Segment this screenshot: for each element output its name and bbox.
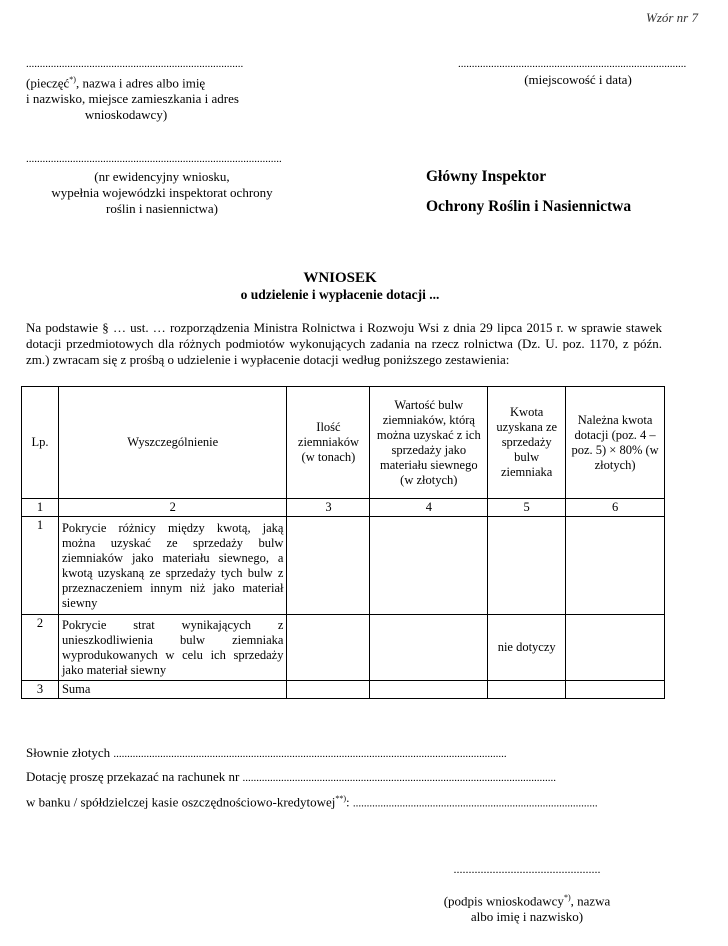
applicant-dotted-line: ...............................................................................	[26, 58, 244, 70]
amount-obtained-cell[interactable]	[488, 517, 566, 615]
recipient-line-2: Ochrony Roślin i Nasiennictwa	[426, 198, 632, 215]
applicant-label	[26, 72, 266, 123]
amount-in-words-line[interactable]	[26, 745, 656, 761]
subsidy-due-cell[interactable]	[566, 615, 665, 681]
quantity-cell[interactable]	[287, 681, 370, 699]
place-date-dotted-line: ...................................................................................	[458, 58, 687, 70]
subsidy-table	[21, 386, 665, 699]
footnote-mark: *)	[69, 75, 76, 84]
quantity-cell[interactable]	[287, 615, 370, 681]
row-description: Pokrycie strat wynikających z unieszkodliwienia bulw ziemniaka wyprodukowanych w celu ich sprzedaży jako materiał siewny	[58, 615, 287, 681]
account-number-dots: ..................................................................................................................	[242, 772, 557, 784]
bank-name-colon: :	[346, 794, 350, 810]
table-row	[22, 615, 665, 681]
seed-value-cell[interactable]	[370, 681, 488, 699]
row-description: Suma	[58, 681, 287, 699]
seed-value-cell[interactable]	[370, 615, 488, 681]
document-subtitle: o udzielenie i wypłacenie dotacji ...	[240, 287, 440, 302]
form-number: Wzór nr 7	[645, 10, 698, 25]
header-amount-obtained: Kwota uzyskana ze sprzedaży bulw ziemniaka	[488, 387, 566, 499]
account-number-line[interactable]	[26, 769, 656, 785]
account-number-label: Dotację proszę przekazać na rachunek nr	[26, 769, 240, 784]
document-title: WNIOSEK	[303, 270, 377, 286]
row-lp: 2	[22, 615, 59, 681]
recipient-line-1: Główny Inspektor	[426, 168, 547, 185]
subsidy-due-cell[interactable]	[566, 517, 665, 615]
amount-obtained-cell[interactable]	[488, 681, 566, 699]
signature-label-line2: albo imię i nazwisko)	[470, 909, 584, 925]
amount-in-words-dots: ...............................................................................................................................................	[113, 748, 507, 760]
table-number-row	[22, 499, 665, 517]
registry-label-line1: (nr ewidencyjny wniosku,	[94, 169, 230, 184]
applicant-label-line2: i nazwisko, miejsce zamieszkania i adres	[26, 91, 239, 107]
table-row	[22, 681, 665, 699]
seed-value-cell[interactable]	[370, 517, 488, 615]
column-number: 6	[566, 499, 665, 517]
bank-name-dots: .........................................................................................	[352, 797, 598, 810]
quantity-cell[interactable]	[287, 517, 370, 615]
signature-label	[424, 890, 630, 925]
applicant-label-part2: , nazwa i adres albo imię	[75, 75, 206, 91]
column-number: 1	[22, 499, 59, 517]
amount-obtained-cell: nie dotyczy	[488, 615, 566, 681]
header-quantity: Ilość ziemniaków (w tonach)	[287, 387, 370, 499]
registry-dotted-line: .............................................................................................	[26, 153, 282, 165]
registry-label-line2: wypełnia wojewódzki inspektorat ochrony	[51, 185, 273, 200]
place-date-label: (miejscowość i data)	[524, 72, 632, 87]
table-header-row	[22, 387, 665, 499]
signature-label-part1: (podpis wnioskodawcy	[443, 893, 564, 909]
applicant-label-part1: (pieczęć	[26, 75, 70, 91]
row-lp: 1	[22, 517, 59, 615]
footnote-mark: *)	[563, 893, 571, 902]
row-lp: 3	[22, 681, 59, 699]
footnote-mark: **)	[335, 794, 347, 803]
amount-in-words-label: Słownie złotych	[26, 745, 111, 760]
header-seed-value: Wartość bulw ziemniaków, którą można uzyskać z ich sprzedaży jako materiału siewnego (w złotych)	[370, 387, 488, 499]
header-lp: Lp.	[22, 387, 59, 499]
header-subsidy-due: Należna kwota dotacji (poz. 4 – poz. 5) × 80% (w złotych)	[566, 387, 665, 499]
applicant-label-line3: wnioskodawcy)	[84, 107, 168, 123]
signature-dotted-line[interactable]: .................................................	[453, 862, 601, 876]
column-number: 3	[287, 499, 370, 517]
bank-name-label: w banku / spółdzielczej kasie oszczędnościowo-kredytowej	[26, 794, 336, 810]
bank-name-line[interactable]	[26, 794, 656, 810]
row-description: Pokrycie różnicy między kwotą, jaką można uzyskać ze sprzedaży bulw ziemniaków jako materiału siewnego, a kwotą uzyskaną ze sprzedaży tych bulw z przeznaczeniem innym niż jako materiał siewny	[58, 517, 287, 615]
intro-paragraph: Na podstawie § … ust. … rozporządzenia Ministra Rolnictwa i Rozwoju Wsi z dnia 29 lipca 2015 r. w sprawie stawek dotacji przedmiotowych dla różnych podmiotów wykonujących zadania na rzecz rolnictwa (Dz. U. poz. 1170, z późn. zm.) zwracam się z prośbą o udzielenie i wypłacenie dotacji według poniższego zestawienia:	[26, 320, 662, 367]
column-number: 2	[58, 499, 287, 517]
registry-label-line3: roślin i nasiennictwa)	[106, 201, 218, 216]
table-row	[22, 517, 665, 615]
column-number: 4	[370, 499, 488, 517]
signature-label-part2: , nazwa	[570, 893, 611, 909]
header-description: Wyszczególnienie	[58, 387, 287, 499]
registry-label	[26, 169, 298, 217]
subsidy-due-cell[interactable]	[566, 681, 665, 699]
column-number: 5	[488, 499, 566, 517]
